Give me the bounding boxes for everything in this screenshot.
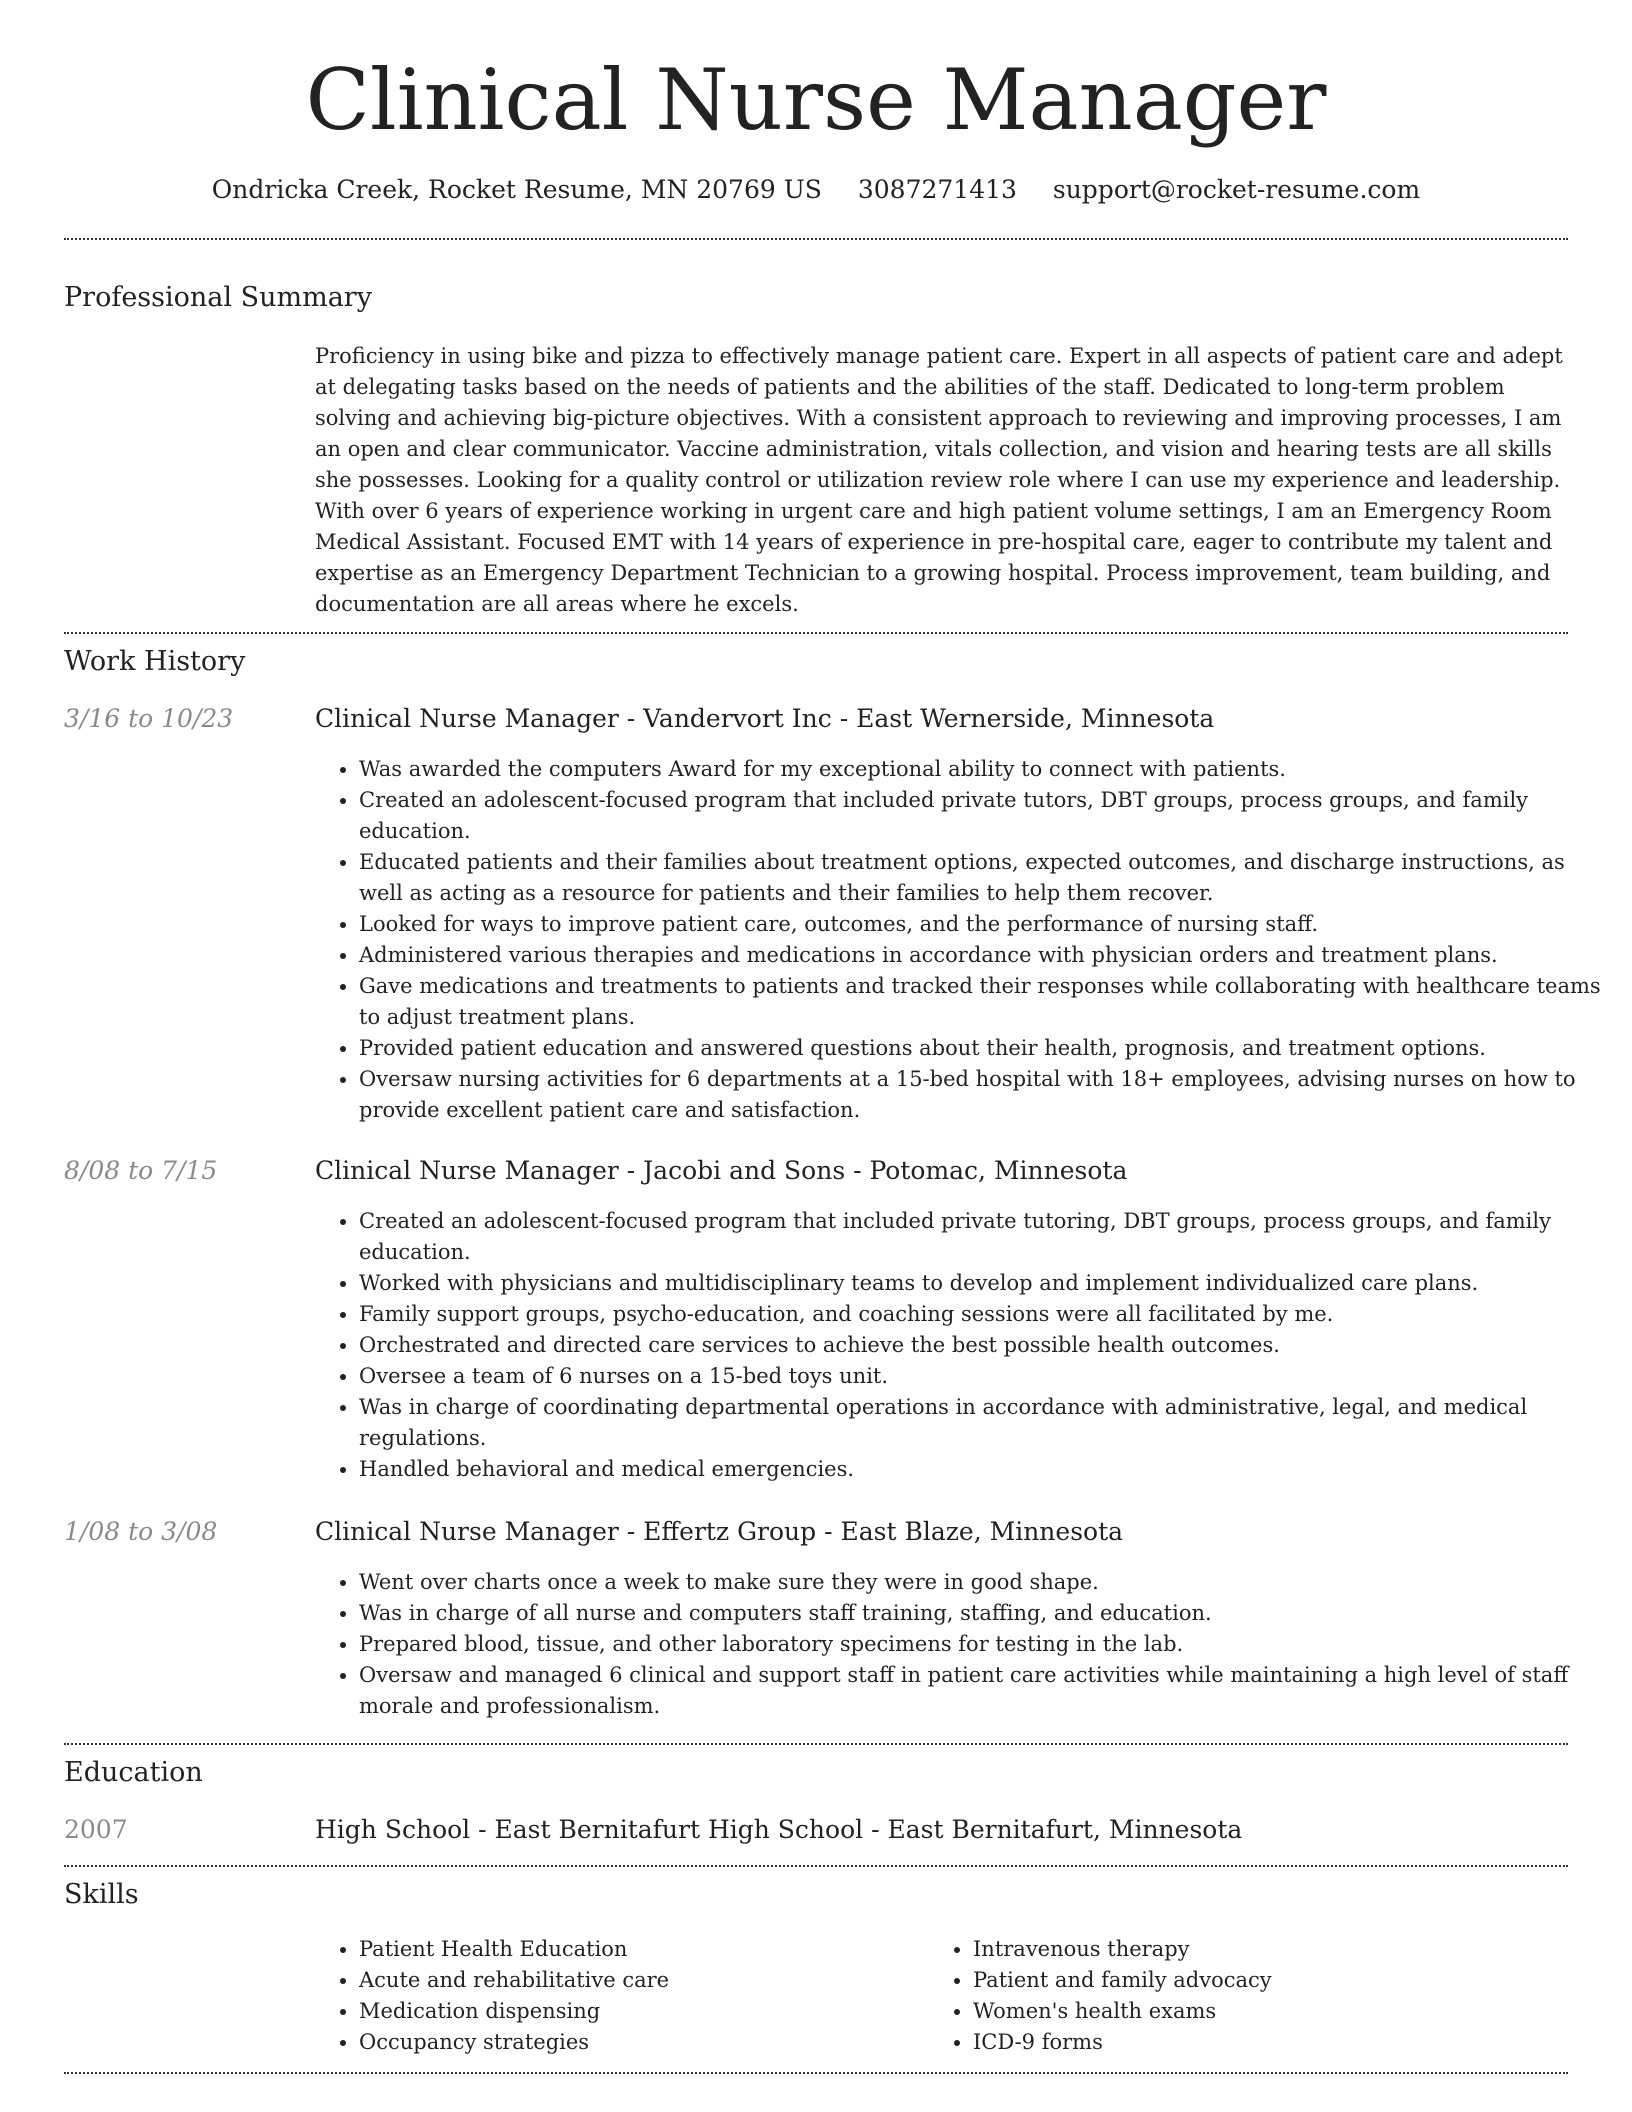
divider bbox=[64, 2072, 1568, 2074]
list-item: • Patient Health Education bbox=[359, 1934, 919, 1965]
list-item: • Gave medications and treatments to patients and tracked their responses while collaborating with healthcare teams to adjust treatment plans. bbox=[359, 971, 1614, 1033]
work-history-heading: Work History bbox=[64, 646, 246, 677]
job-title: Clinical Nurse Manager - Effertz Group - East Blaze, Minnesota bbox=[315, 1517, 1124, 1546]
divider bbox=[64, 1865, 1568, 1867]
job-title: Clinical Nurse Manager - Jacobi and Sons - Potomac, Minnesota bbox=[315, 1156, 1128, 1185]
list-item: • Oversaw and managed 6 clinical and support staff in patient care activities while maintaining a high level of staff morale and professionalism. bbox=[359, 1660, 1614, 1722]
list-item: • Medication dispensing bbox=[359, 1996, 919, 2027]
contact-address: Ondricka Creek, Rocket Resume, MN 20769 US bbox=[211, 175, 822, 204]
list-item: • Oversaw nursing activities for 6 departments at a 15-bed hospital with 18+ employees, advising nurses on how to provide excellent patient care and satisfaction. bbox=[359, 1064, 1614, 1126]
list-item: • Was in charge of all nurse and computers staff training, staffing, and education. bbox=[359, 1598, 1614, 1629]
list-item: • Women's health exams bbox=[973, 1996, 1573, 2027]
summary-heading: Professional Summary bbox=[64, 282, 372, 313]
candidate-name: Clinical Nurse Manager bbox=[305, 51, 1327, 149]
divider bbox=[64, 238, 1568, 240]
contact-email: support@rocket-resume.com bbox=[1052, 175, 1421, 204]
education-heading: Education bbox=[64, 1757, 203, 1788]
list-item: • Was in charge of coordinating departmental operations in accordance with administrative, legal, and medical regulations. bbox=[359, 1392, 1614, 1454]
list-item: • Prepared blood, tissue, and other laboratory specimens for testing in the lab. bbox=[359, 1629, 1614, 1660]
divider bbox=[64, 1743, 1568, 1745]
list-item: • Provided patient education and answered questions about their health, prognosis, and treatment options. bbox=[359, 1033, 1614, 1064]
list-item: • Intravenous therapy bbox=[973, 1934, 1573, 1965]
list-item: • Looked for ways to improve patient care, outcomes, and the performance of nursing staff. bbox=[359, 909, 1614, 940]
list-item: • Family support groups, psycho-education, and coaching sessions were all facilitated by me. bbox=[359, 1299, 1614, 1330]
education-date: 2007 bbox=[64, 1815, 128, 1844]
education-title: High School - East Bernitafurt High School - East Bernitafurt, Minnesota bbox=[315, 1815, 1243, 1844]
job-date: 8/08 to 7/15 bbox=[64, 1156, 218, 1185]
list-item: • Was awarded the computers Award for my exceptional ability to connect with patients. bbox=[359, 754, 1614, 785]
job-duties bbox=[315, 1567, 1614, 1722]
job-date: 3/16 to 10/23 bbox=[64, 704, 234, 733]
job-duties bbox=[315, 1206, 1614, 1485]
list-item: • Worked with physicians and multidisciplinary teams to develop and implement individualized care plans. bbox=[359, 1268, 1614, 1299]
list-item: • Created an adolescent-focused program that included private tutoring, DBT groups, process groups, and family education. bbox=[359, 1206, 1614, 1268]
job-date: 1/08 to 3/08 bbox=[64, 1517, 218, 1546]
list-item: • Went over charts once a week to make sure they were in good shape. bbox=[359, 1567, 1614, 1598]
list-item: • Administered various therapies and medications in accordance with physician orders and treatment plans. bbox=[359, 940, 1614, 971]
list-item: • Handled behavioral and medical emergencies. bbox=[359, 1454, 1614, 1485]
contact-line bbox=[0, 172, 1632, 208]
list-item: • Orchestrated and directed care services to achieve the best possible health outcomes. bbox=[359, 1330, 1614, 1361]
list-item: • Acute and rehabilitative care bbox=[359, 1965, 919, 1996]
summary-text: Proficiency in using bike and pizza to effectively manage patient care. Expert in all aspects of patient care and adept at delegating tasks based on the needs of patients and the abilities of the staff. Dedicated to long-term problem solving and achieving big-picture objectives. With a consistent approach to reviewing and improving processes, I am an open and clear communicator. Vaccine administration, vitals collection, and vision and hearing tests are all skills she possesses. Looking for a quality control or utilization review role where I can use my experience and leadership. With over 6 years of experience working in urgent care and high patient volume settings, I am an Emergency Room Medical Assistant. Focused EMT with 14 years of experience in pre-hospital care, eager to contribute my talent and expertise as an Emergency Department Technician to a growing hospital. Process improvement, team building, and documentation are all areas where he excels. bbox=[315, 344, 1563, 616]
list-item: • Occupancy strategies bbox=[359, 2027, 919, 2058]
list-item: • Created an adolescent-focused program that included private tutors, DBT groups, process groups, and family education. bbox=[359, 785, 1614, 847]
list-item: • ICD-9 forms bbox=[973, 2027, 1573, 2058]
skills-list-right bbox=[929, 1934, 1573, 2058]
list-item: • Oversee a team of 6 nurses on a 15-bed toys unit. bbox=[359, 1361, 1614, 1392]
divider bbox=[64, 632, 1568, 634]
skills-list-left bbox=[315, 1934, 919, 2058]
list-item: • Educated patients and their families about treatment options, expected outcomes, and discharge instructions, as well as acting as a resource for patients and their families to help them recover. bbox=[359, 847, 1614, 909]
job-duties bbox=[315, 754, 1614, 1126]
contact-phone: 3087271413 bbox=[857, 175, 1017, 204]
skills-heading: Skills bbox=[64, 1879, 139, 1910]
job-title: Clinical Nurse Manager - Vandervort Inc - East Wernerside, Minnesota bbox=[315, 704, 1215, 733]
list-item: • Patient and family advocacy bbox=[973, 1965, 1573, 1996]
